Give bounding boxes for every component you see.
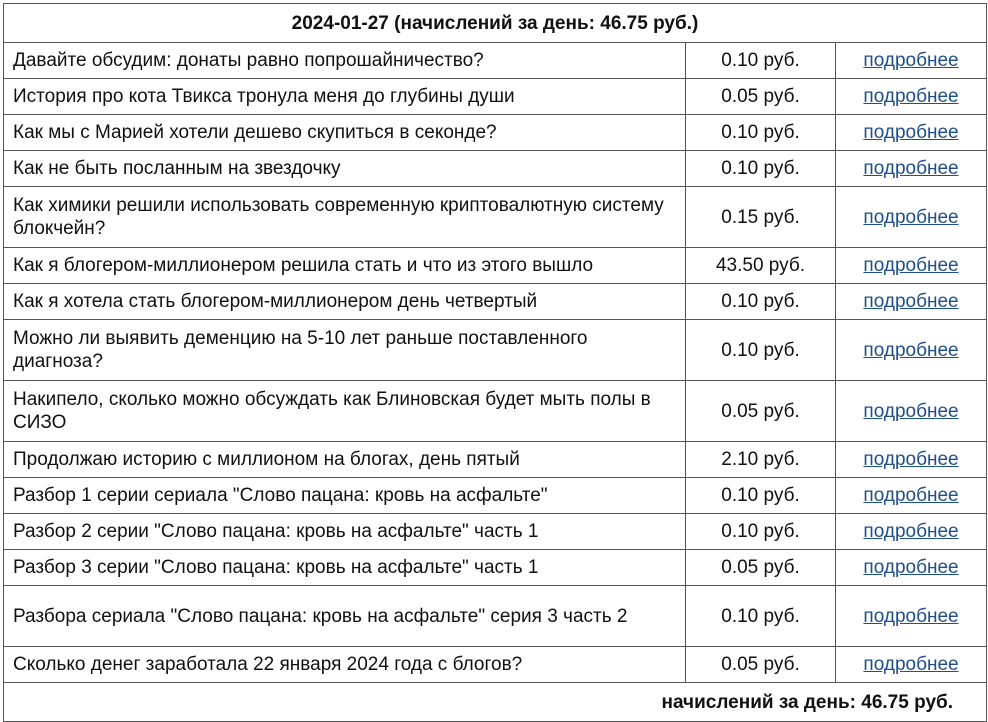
details-cell	[836, 115, 987, 151]
table-row	[4, 514, 987, 550]
details-cell	[836, 320, 987, 381]
details-cell	[836, 151, 987, 187]
details-link[interactable]: подробнее	[863, 557, 959, 578]
table-row	[4, 550, 987, 586]
details-link[interactable]: подробнее	[863, 255, 959, 276]
details-cell	[836, 284, 987, 320]
details-link[interactable]: подробнее	[863, 485, 959, 506]
details-link[interactable]: подробнее	[863, 291, 959, 312]
table-row	[4, 320, 987, 381]
daily-earnings-table	[3, 3, 987, 722]
article-title: Как химики решили использовать современную криптовалютную систему блокчейн?	[4, 187, 686, 248]
table-row	[4, 647, 987, 683]
table-row	[4, 586, 987, 647]
article-title: Сколько денег заработала 22 января 2024 года с блогов?	[4, 647, 686, 683]
daily-total-row	[4, 683, 987, 722]
table-row	[4, 151, 987, 187]
date-header-row	[4, 4, 987, 43]
article-title: Как я хотела стать блогером-миллионером день четвертый	[4, 284, 686, 320]
article-title: Давайте обсудим: донаты равно попрошайничество?	[4, 43, 686, 79]
table-row	[4, 115, 987, 151]
article-amount: 2.10 руб.	[686, 442, 836, 478]
details-cell	[836, 442, 987, 478]
details-link[interactable]: подробнее	[863, 449, 959, 470]
earnings-table-body	[4, 4, 987, 722]
table-row	[4, 43, 987, 79]
details-link[interactable]: подробнее	[863, 122, 959, 143]
article-amount: 0.10 руб.	[686, 115, 836, 151]
article-title: Как я блогером-миллионером решила стать и что из этого вышло	[4, 248, 686, 284]
article-title: Накипело, сколько можно обсуждать как Блиновская будет мыть полы в СИЗО	[4, 381, 686, 442]
details-cell	[836, 586, 987, 647]
article-title: Разбора сериала "Слово пацана: кровь на асфальте" серия 3 часть 2	[4, 586, 686, 647]
table-row	[4, 442, 987, 478]
table-row	[4, 79, 987, 115]
article-amount: 43.50 руб.	[686, 248, 836, 284]
table-row	[4, 381, 987, 442]
details-link[interactable]: подробнее	[863, 521, 959, 542]
article-title: История про кота Твикса тронула меня до глубины души	[4, 79, 686, 115]
article-amount: 0.05 руб.	[686, 79, 836, 115]
details-cell	[836, 381, 987, 442]
details-link[interactable]: подробнее	[863, 339, 959, 361]
article-title: Разбор 3 серии "Слово пацана: кровь на асфальте" часть 1	[4, 550, 686, 586]
table-row	[4, 187, 987, 248]
details-cell	[836, 478, 987, 514]
article-title: Как не быть посланным на звездочку	[4, 151, 686, 187]
details-cell	[836, 187, 987, 248]
details-cell	[836, 550, 987, 586]
details-link[interactable]: подробнее	[863, 50, 959, 71]
details-link[interactable]: подробнее	[863, 605, 959, 627]
date-header: 2024-01-27 (начислений за день: 46.75 руб.)	[4, 4, 987, 43]
daily-total: начислений за день: 46.75 руб.	[4, 683, 987, 722]
table-row	[4, 284, 987, 320]
article-title: Разбор 2 серии "Слово пацана: кровь на асфальте" часть 1	[4, 514, 686, 550]
table-row	[4, 478, 987, 514]
details-link[interactable]: подробнее	[863, 654, 959, 675]
details-cell	[836, 514, 987, 550]
article-amount: 0.10 руб.	[686, 586, 836, 647]
article-amount: 0.05 руб.	[686, 647, 836, 683]
details-link[interactable]: подробнее	[863, 86, 959, 107]
details-cell	[836, 647, 987, 683]
article-amount: 0.05 руб.	[686, 381, 836, 442]
article-amount: 0.10 руб.	[686, 151, 836, 187]
article-title: Продолжаю историю с миллионом на блогах, день пятый	[4, 442, 686, 478]
article-title: Можно ли выявить деменцию на 5-10 лет раньше поставленного диагноза?	[4, 320, 686, 381]
article-amount: 0.10 руб.	[686, 320, 836, 381]
article-amount: 0.10 руб.	[686, 514, 836, 550]
article-amount: 0.10 руб.	[686, 284, 836, 320]
details-cell	[836, 248, 987, 284]
details-link[interactable]: подробнее	[863, 158, 959, 179]
article-title: Как мы с Марией хотели дешево скупиться в секонде?	[4, 115, 686, 151]
article-amount: 0.10 руб.	[686, 43, 836, 79]
details-link[interactable]: подробнее	[863, 206, 959, 228]
article-amount: 0.15 руб.	[686, 187, 836, 248]
details-cell	[836, 43, 987, 79]
details-link[interactable]: подробнее	[863, 400, 959, 422]
article-amount: 0.05 руб.	[686, 550, 836, 586]
article-title: Разбор 1 серии сериала "Слово пацана: кровь на асфальте"	[4, 478, 686, 514]
article-amount: 0.10 руб.	[686, 478, 836, 514]
details-cell	[836, 79, 987, 115]
table-row	[4, 248, 987, 284]
